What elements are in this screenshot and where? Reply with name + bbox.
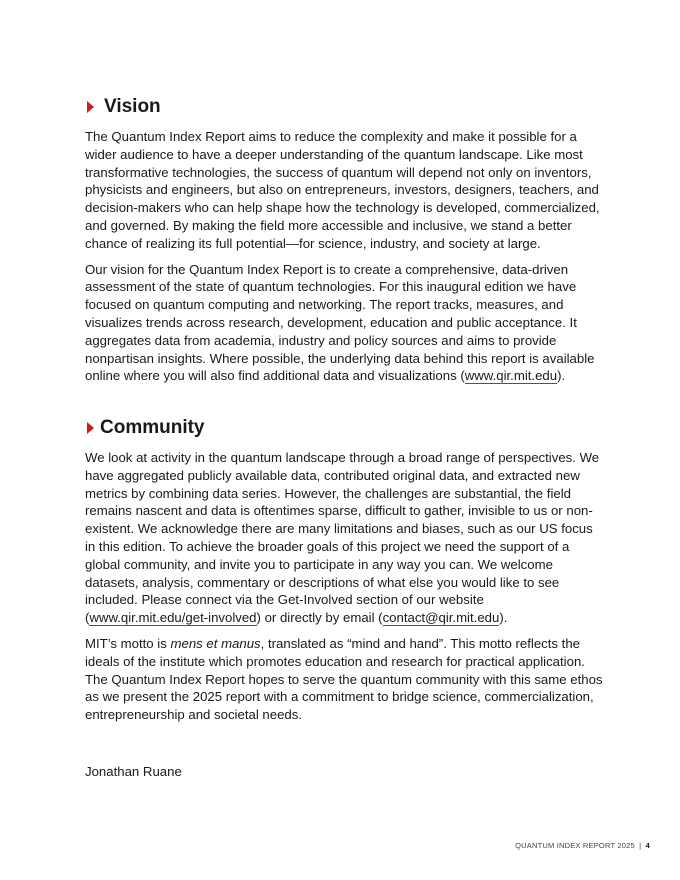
community-paragraph-2: [85, 635, 605, 724]
community-paragraph-1-end: ).: [499, 610, 508, 626]
page-number: 4: [645, 841, 650, 850]
community-paragraph-1: [85, 449, 605, 627]
community-heading-text: Community: [100, 417, 205, 438]
vision-heading-text: Vision: [104, 96, 161, 117]
community-section: [85, 417, 605, 724]
community-heading: [85, 417, 605, 439]
author-signature: Jonathan Ruane: [85, 764, 182, 779]
caret-right-icon: [87, 422, 94, 434]
qir-website-link[interactable]: www.qir.mit.edu: [464, 368, 558, 384]
vision-heading: [85, 96, 605, 118]
community-paragraph-2-rest: , translated as “mind and hand”. This motto reflects the ideals of the institute which promotes education and research for practical application. The Quantum Index Report hopes to serve the quantum community with this same ethos as we present the 2025 report with a commitment to bridge science, commercialization, entrepreneurship and societal needs.: [85, 635, 603, 723]
footer-title: QUANTUM INDEX REPORT 2025: [515, 841, 635, 850]
caret-right-icon: [87, 101, 94, 113]
footer-separator: |: [639, 841, 642, 850]
vision-paragraph-1: The Quantum Index Report aims to reduce the complexity and make it possible for a wider audience to have a deeper understanding of the quantum landscape. Like most transformative technologies, the success of quantum will depend not only on inventors, physicists and engineers, but also on entrepreneurs, investors, designers, teachers, and decision-makers who can help shape how the technology is developed, commercialized, and governed. By making the field more accessible and inclusive, we stand a better chance of realizing its full potential—for science, industry, and society at large.: [85, 129, 600, 251]
vision-section: [85, 96, 605, 385]
get-involved-link[interactable]: www.qir.mit.edu/get-involved: [89, 610, 257, 626]
community-paragraph-2-start: MIT’s motto is: [85, 635, 171, 651]
community-paragraph-1-text: We look at activity in the quantum landscape through a broad range of perspectives. We have aggregated publicly available data, contributed original data, and extracted new metrics by combining data series. However, the challenges are substantial, the field remains nascent and data is oftentimes sparse, difficult to gather, invisible to us or non-existent. We acknowledge there are many limitations and biases, such as our US focus in this edition. To achieve the broader goals of this project we need the support of a global community, and invite you to participate in any way you can. We welcome datasets, analysis, commentary or descriptions of what else you would like to see included. Please connect via the Get-Involved section of our website (: [85, 450, 600, 626]
vision-paragraph-2-text: Our vision for the Quantum Index Report is to create a comprehensive, data-driven assessment of the state of quantum technologies. For this inaugural edition we have focused on quantum computing and networking. The report tracks, measures, and visualizes trends across research, development, education and public acceptance. It aggregates data from academia, industry and policy sources and aims to provide nonpartisan insights. Where possible, the underlying data behind this report is available online where you will also find additional data and visualizations (: [85, 261, 595, 384]
contact-email-link[interactable]: contact@qir.mit.edu: [382, 610, 500, 626]
motto-italic: mens et manus: [170, 635, 261, 651]
vision-paragraph-2: [85, 261, 605, 386]
page-footer: [515, 841, 650, 850]
vision-paragraph-2-end: ).: [557, 368, 566, 384]
community-paragraph-1-mid: ) or directly by email (: [256, 610, 383, 626]
